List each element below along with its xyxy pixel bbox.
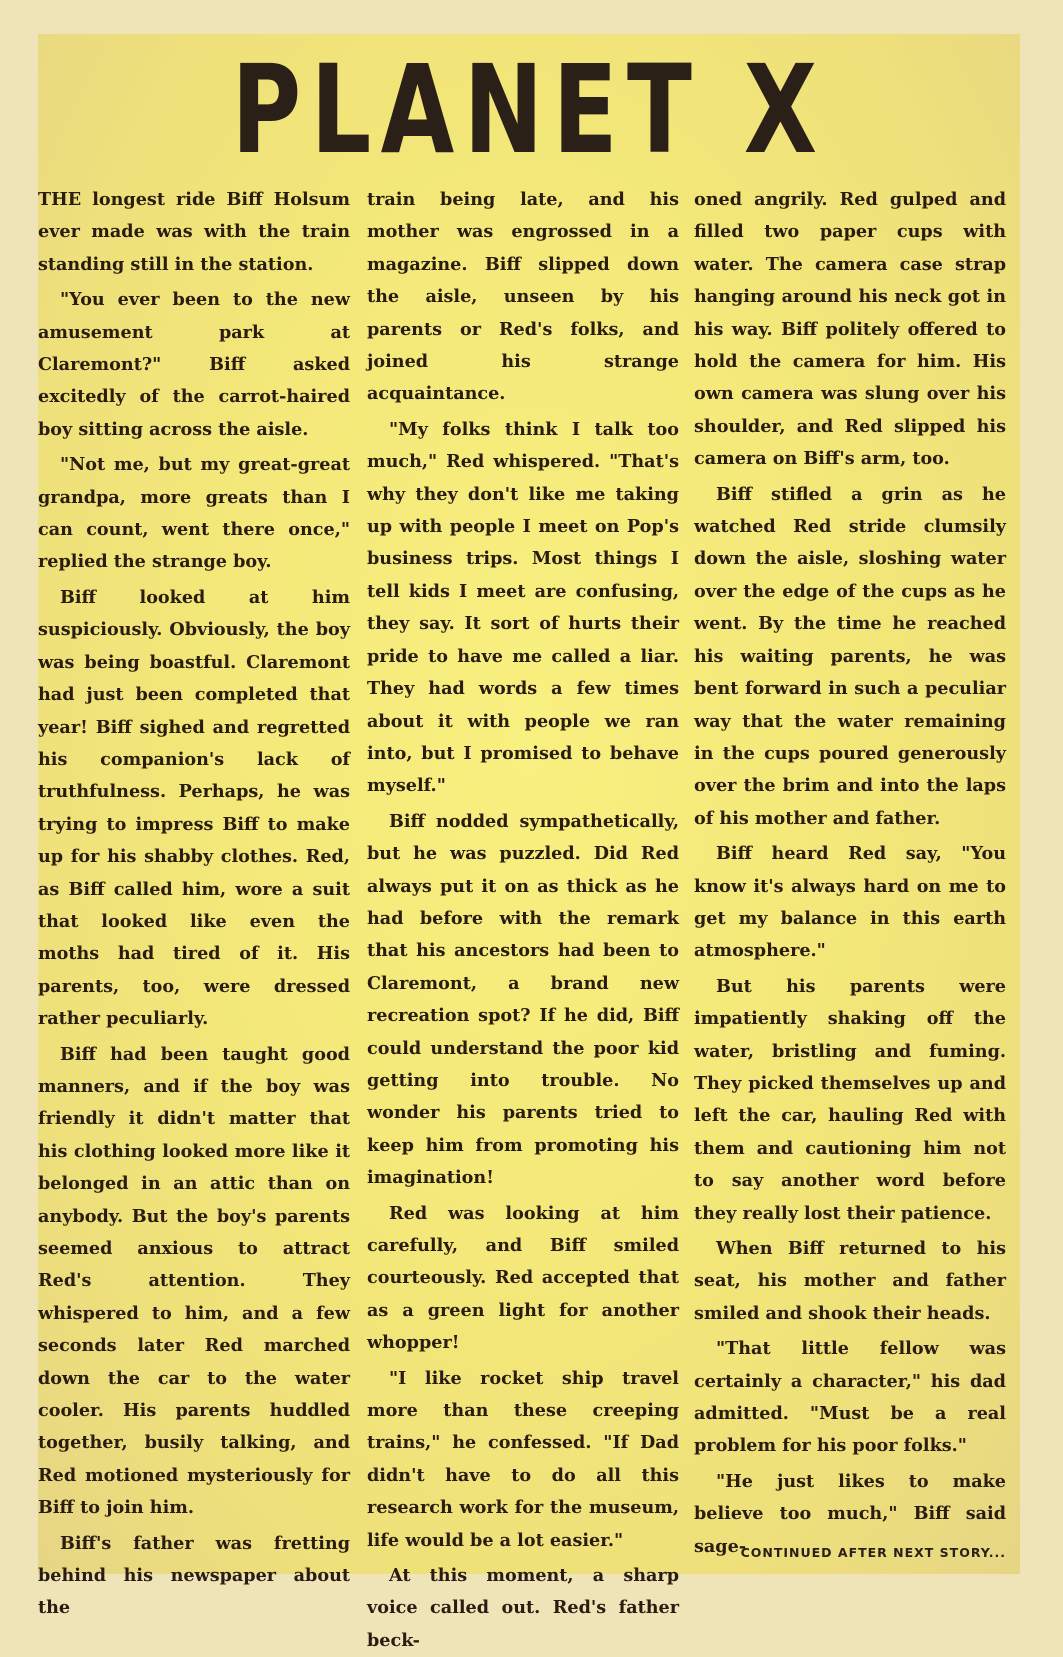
paragraph: Biff stifled a grin as he watched Red stride clumsily down the aisle, sloshing water over the edge of the cups as he went. By the time he reached his waiting parents, he was bent forward in such a peculiar way that the water remaining in the cups poured generously over the brim and into the laps of his mother and father. xyxy=(694,483,1006,829)
paragraph: Biff looked at him suspiciously. Obviously, the boy was being boastful. Claremont had just been completed that year! Biff sighed and regretted his companion's lack of truthfulness. Perhaps, he was trying to impress Biff to make up for his shabby clothes. Red, as Biff called him, wore a suit that looked like even the moths had tired of it. His parents, too, were dressed rather peculiarly. xyxy=(38,586,350,1030)
paragraph: oned angrily. Red gulped and filled two paper cups with water. The camera case strap hanging around his neck got in his way. Biff politely offered to hold the camera for him. His own camera was slung over his shoulder, and Red slipped his camera on Biff's arm, too. xyxy=(694,189,1006,470)
paragraph: THE longest ride Biff Holsum ever made was with the train standing still in the station. xyxy=(38,189,350,275)
paragraph: Red was looking at him carefully, and Biff smiled courteously. Red accepted that as a green light for another whopper! xyxy=(367,1202,679,1354)
paragraph: But his parents were impatiently shaking off the water, bristling and fuming. They picked themselves up and left the car, hauling Red with them and cautioning him not to say another word before they really lost their patience. xyxy=(694,975,1006,1224)
paragraph: When Biff returned to his seat, his mother and father smiled and shook their heads. xyxy=(694,1238,1006,1324)
paragraph: "Not me, but my great-great grandpa, more greats than I can count, went there once," replied the strange boy. xyxy=(38,454,350,573)
column-2 xyxy=(367,184,679,1651)
page-title: PLANET X xyxy=(231,39,827,181)
paragraph: Biff had been taught good manners, and if the boy was friendly it didn't matter that his clothing looked more like it belonged in an attic than on anybody. But the boy's parents seemed anxious to attract Red's attention. They whispered to him, and a few seconds later Red marched down the car to the water cooler. His parents huddled together, busily talking, and Red motioned mysteriously for Biff to join him. xyxy=(38,1043,350,1519)
paragraph: Biff heard Red say, "You know it's always hard on me to get my balance in this earth atmosphere." xyxy=(694,843,1006,962)
paragraph: Biff nodded sympathetically, but he was puzzled. Did Red always put it on as thick as he had before with the remark that his ancestors had been to Claremont, a brand new recreation spot? If he did, Biff could understand the poor kid getting into trouble. No wonder his parents tried to keep him from promoting his imagination! xyxy=(367,810,679,1189)
paragraph: "My folks think I talk too much," Red whispered. "That's why they don't like me taking up with people I meet on Pop's business trips. Most things I tell kids I meet are confusing, they say. It sort of hurts their pride to have me called a liar. They had words a few times about it with people we ran into, but I promised to behave myself." xyxy=(367,418,679,797)
continued-note: CONTINUED AFTER NEXT STORY... xyxy=(740,1545,1006,1560)
paragraph: train being late, and his mother was engrossed in a magazine. Biff slipped down the aisle, unseen by his parents or Red's folks, and joined his strange acquaintance. xyxy=(367,189,679,405)
paragraph: "He just likes to make believe too much," Biff said sage- xyxy=(694,1470,1006,1557)
paragraph: "That little fellow was certainly a character," his dad admitted. "Must be a real problem for his poor folks." xyxy=(694,1338,1006,1457)
paragraph: "You ever been to the new amusement park at Claremont?" Biff asked excitedly of the carrot-haired boy sitting across the aisle. xyxy=(38,289,350,440)
story-page xyxy=(38,34,1020,1651)
paragraph: Biff's father was fretting behind his newspaper about the xyxy=(38,1532,350,1619)
paragraph: "I like rocket ship travel more than these creeping trains," he confessed. "If Dad didn't have to do all this research work for the museum, life would be a lot easier." xyxy=(367,1367,679,1551)
column-1 xyxy=(38,184,350,1619)
paragraph: At this moment, a sharp voice called out. Red's father beck- xyxy=(367,1565,679,1651)
